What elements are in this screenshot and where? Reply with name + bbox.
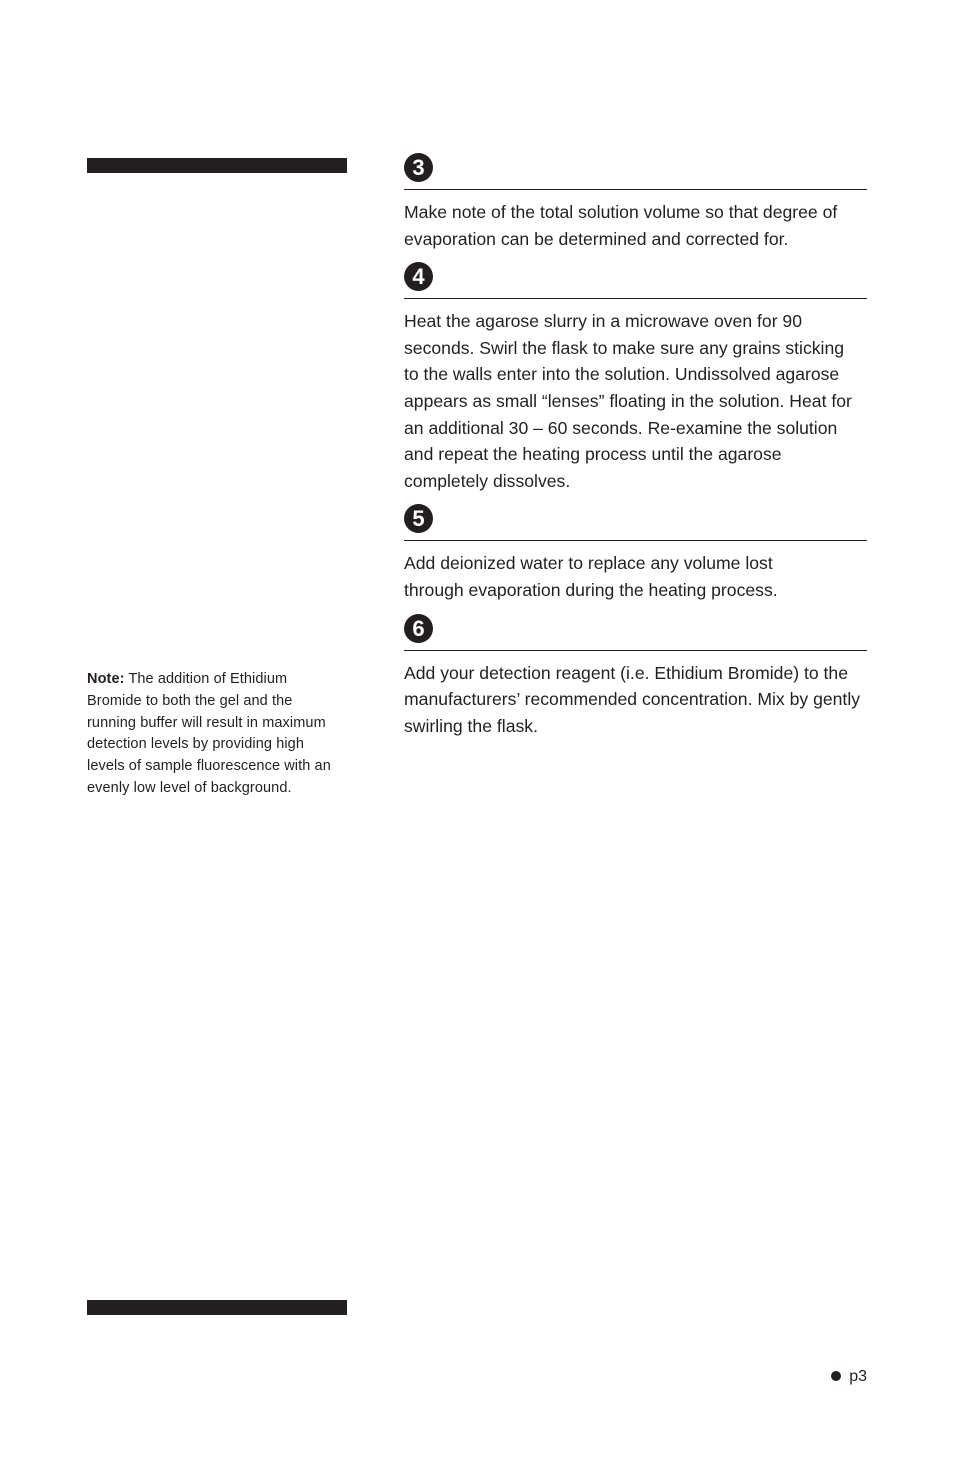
step-4 bbox=[404, 262, 867, 494]
step-5 bbox=[404, 504, 867, 603]
page-number: p3 bbox=[849, 1368, 867, 1385]
sidebar-note bbox=[87, 669, 337, 800]
sidebar-bottom-rule bbox=[87, 1300, 347, 1315]
step-header bbox=[404, 153, 867, 190]
sidebar-top-rule bbox=[87, 158, 347, 173]
step-text: Add deionized water to replace any volume lost through evaporation during the heating process. bbox=[404, 553, 778, 600]
step-number-badge: 6 bbox=[404, 614, 433, 643]
step-text: Make note of the total solution volume so that degree of evaporation can be determined and corrected for. bbox=[404, 202, 838, 249]
steps-list bbox=[404, 153, 867, 749]
step-header bbox=[404, 614, 867, 651]
step-3 bbox=[404, 153, 867, 252]
note-label: Note: bbox=[87, 671, 125, 687]
note-text: The addition of Ethidium Bromide to both the gel and the running buffer will result in maximum detection levels by providing high levels of sample fluorescence with an evenly low level of background. bbox=[87, 671, 331, 796]
step-number-badge: 3 bbox=[404, 153, 433, 182]
step-number-badge: 4 bbox=[404, 262, 433, 291]
step-6 bbox=[404, 614, 867, 740]
page-footer bbox=[831, 1366, 867, 1388]
bullet-dot-icon bbox=[831, 1371, 841, 1381]
step-number-badge: 5 bbox=[404, 504, 433, 533]
step-text: Add your detection reagent (i.e. Ethidium Bromide) to the manufacturers’ recommended concentration. Mix by gently swirling the flask. bbox=[404, 662, 861, 736]
step-text: Heat the agarose slurry in a microwave oven for 90 seconds. Swirl the flask to make sure any grains sticking to the walls enter into the solution. Undissolved agarose appears as small “lenses” floating in the solution. Heat for an additional 30 – 60 seconds. Re-examine the solution and repeat the heating process until the agarose completely dissolves. bbox=[404, 311, 852, 491]
step-header bbox=[404, 504, 867, 541]
step-header bbox=[404, 262, 867, 299]
